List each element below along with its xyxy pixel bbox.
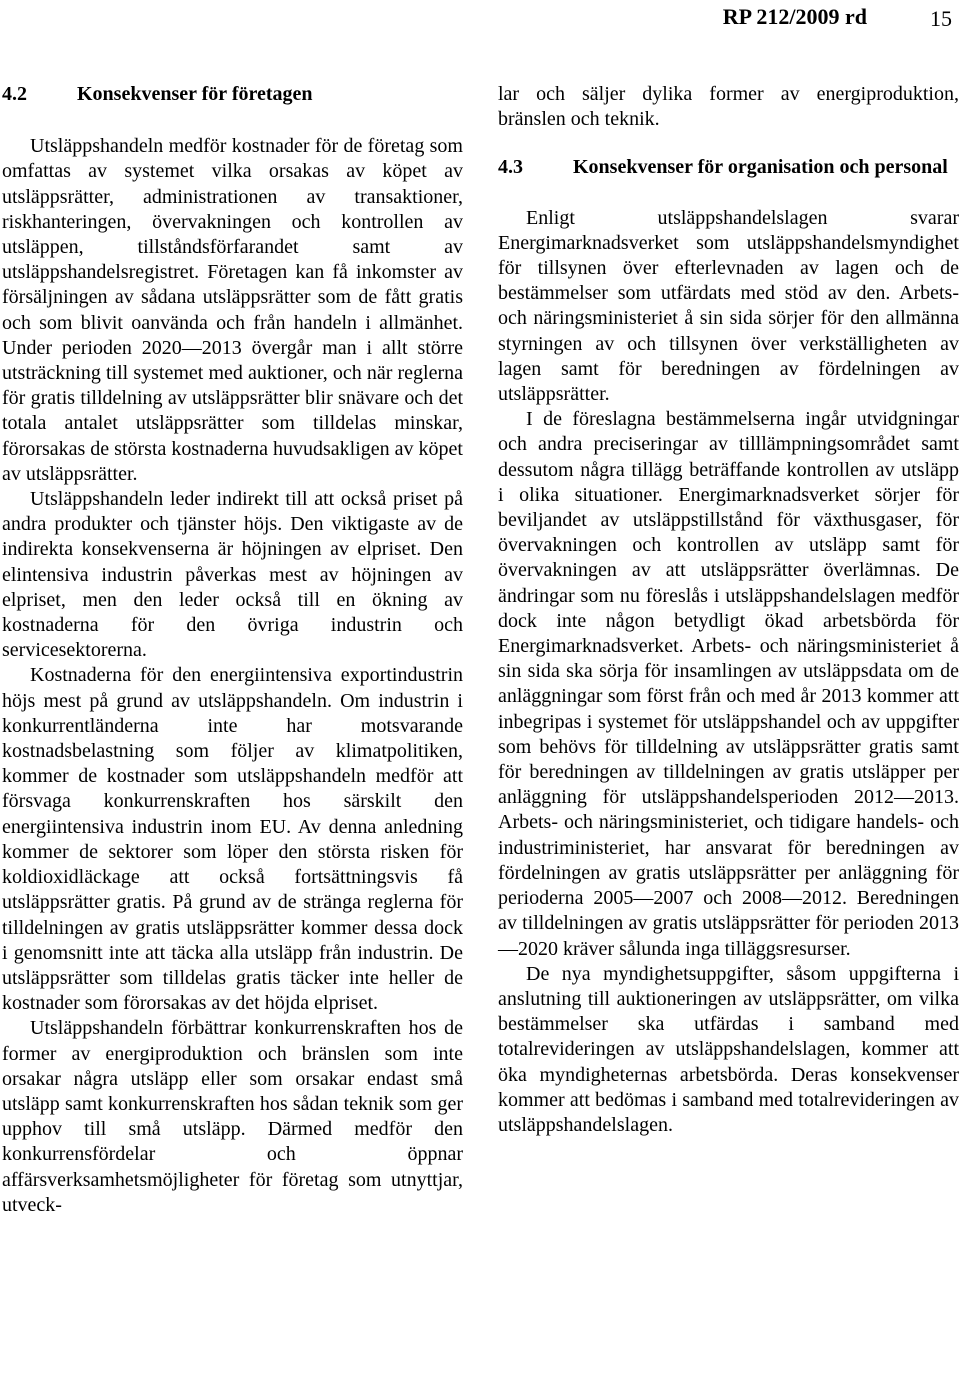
paragraph: Utsläppshandeln leder indirekt till att också priset på andra produkter och tjänster höjs. Den viktigaste av de indirekta konsekvenserna är höjningen av elpriset. Den elintensiva industrin påverkas mest av höjningen av elpriset, men den leder också till en ökning av kostnaderna för den övriga industrin och servicesektorerna. [2, 488, 463, 662]
paragraph: Utsläppshandeln medför kostnader för de företag som omfattas av systemet vilka orsakas av köpet av utsläppsrätter, administrationen av transaktioner, riskhanteringen, övervakningen och kontrollen av utsläppen, tillståndsförfarandet samt av utsläppshandelsregistret. Företagen kan få inkomster av försäljningen av sådana utsläppsrätter som de fått gratis och som blivit oanvända och från handeln i allmänhet. Under perioden 2020—2013 övergår man i allt större utsträckning till systemet med auktioner, och när reglerna för gratis tilldelning av utsläppsrätter blir snävare och det totala antalet utsläppsrätter som tilldelas minskar, förorsakas de största kostnaderna huvudsakligen av köpet av utsläppsrätter. [2, 135, 463, 485]
page-number: 15 [930, 6, 952, 31]
paragraph: Utsläppshandeln förbättrar konkurrenskraften hos de former av energiproduktion och bränslen som inte orsakar några utsläpp eller som orsakar endast små utsläpp samt konkurrenskraften hos sådan teknik som ger upphov till små utsläpp. Därmed medför den konkurrensfördelar och öppnar affärsverksamhetsmöjligheter för företag som utnyttjar, utveck- [2, 1017, 463, 1216]
paragraph: I de föreslagna bestämmelserna ingår utvidgningar och andra preciseringar av tilllämpningsområdet samt dessutom några tillägg beträffande kontrollen av utsläpp i olika situationer. Energimarknadsverket sörjer för beviljandet av utsläppstillstånd för växthusgaser, för övervakningen och kontrollen av utsläpp samt för övervakningen av att utsläppsrätter överlämnas. De ändringar som nu föreslås i utsläppshandelslagen medför dock inte någon betydligt ökad arbetsbörda för Energimarknadsverket. Arbets- och näringsministeriet å sin sida ska sörja för insamlingen av utsläppsdata om de anläggningar som först från och med år 2013 kommer att inbegripas i systemet för utsläppshandel och av uppgifter som behövs för tilldelning av utsläppsrätter gratis samt för beredningen av tilldelningen av gratis utsläpper per anläggning för utsläppshandelsperioden 2012—2013. Arbets- och näringsministeriet, och tidigare handels- och industriministeriet, har ansvarat för beredningen av fördelningen av gratis utsläppsrätter per anläggning för perioderna 2005—2007 och 2008—2012. Beredningen av tilldelningen av gratis utsläppsrätter för perioden 2013—2020 kräver sålunda inga tilläggsresurser. [498, 408, 959, 960]
section-heading-4-2 [2, 82, 463, 107]
section-title: Konsekvenser för företagen [77, 83, 313, 105]
paragraph: Enligt utsläppshandelslagen svarar Energimarknadsverket som utsläppshandelsmyndighet för tillsynen över efterlevnaden av lagen och de bestämmelser som utfärdats med stöd av den. Arbets- och näringsministeriet å sin sida sörjer för den allmänna styrningen av och tillsynen över verkställigheten av lagen samt för beredningen av fördelningen av utsläppsrätter. [498, 206, 959, 406]
paragraph: Kostnaderna för den energiintensiva exportindustrin höjs mest på grund av utsläppshandeln. Om industrin i konkurrentländerna inte har motsvarande kostnadsbelastning som följer av klimatpolitiken, kommer de kostnader som utsläppshandeln medför att försvaga konkurrenskraften hos särskilt den energiintensiva industrin inom EU. Av denna anledning kommer de sektorer som löper den största risken för koldioxidläckage att också fortsättningsvis få utsläppsrätter gratis. På grund av de stränga reglerna för tilldelningen av gratis utsläppsrätter kommer dessa dock i genomsnitt inte att täcka alla utsläpp från industrin. De utsläppsrätter som tilldelas gratis täcker inte heller de kostnader som förorsakas av det höjda elpriset. [2, 664, 463, 1015]
section-title: Konsekvenser för organisation och personal [573, 156, 948, 179]
section-number: 4.2 [2, 83, 27, 105]
left-column [2, 82, 463, 1218]
section-heading-4-3 [498, 155, 959, 180]
section-number: 4.3 [498, 156, 523, 179]
right-column [498, 82, 959, 1138]
paragraph: De nya myndighetsuppgifter, såsom uppgifterna i anslutning till auktioneringen av utsläppsrätter, om vilka bestämmelser ska utfärdas i samband med totalrevideringen av utsläppshandelslagen, kommer att öka myndigheternas arbetsbörda. Deras konsekvenser kommer att bedömas i samband med totalrevideringen av utsläppshandelslagen. [498, 962, 959, 1136]
document-reference: RP 212/2009 rd [722, 4, 867, 29]
running-header [0, 4, 960, 34]
paragraph-continuation: lar och säljer dylika former av energiproduktion, bränslen och teknik. [498, 83, 959, 131]
